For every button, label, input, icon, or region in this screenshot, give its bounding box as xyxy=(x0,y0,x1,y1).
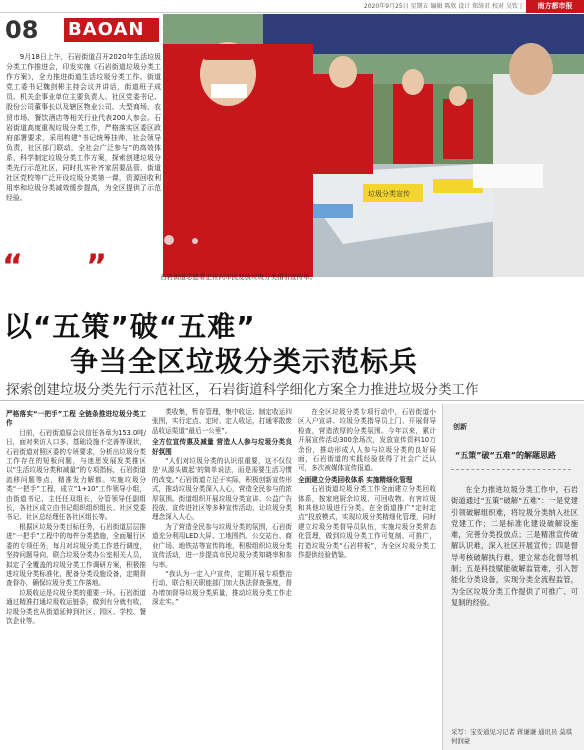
decor-dot xyxy=(192,238,198,244)
quote-mark-left: “ xyxy=(2,247,24,285)
paragraph: 根据区垃圾分类目标任务，石岩街道层层推进“一把手”工程中的每件分类措施，全面履行区委的专项任务，每月对垃圾分类工作进行调度，坚持问题导向，联合垃圾分类办公室相关人员，拟定了全覆盖的垃圾分类工作调研方案，积极推进垃圾分类标准化，配备分类设施设备，定期督查督办，确保垃圾分类工作落地。 xyxy=(6,522,146,588)
photo-caption: 石岩街道志愿者正在向市民发放垃圾分类指引宣传单。 xyxy=(160,273,316,281)
page-number: 08 xyxy=(5,16,39,44)
divider xyxy=(0,400,584,401)
paragraph: “人们对垃圾分类的认识很重要，这不仅仅是‘从源头做起’的简单说法，而是需要生活习惯的改变。”石岩街道立足于实际，积极创新宣传形式，推动垃圾分类深入人心，营造全民参与的浓厚氛围。街道组织开展垃圾分类宣讲、公益广告投放、宣传进社区等多种宣传活动，让垃圾分类理念深入人心。 xyxy=(152,457,292,522)
article-column-3 xyxy=(298,408,436,561)
photo-illustration xyxy=(163,14,584,277)
column-heading: 全方位宣传惠及减量 营造人人参与垃圾分类良好氛围 xyxy=(152,438,292,456)
decor-dot xyxy=(164,235,174,245)
sidebar-divider xyxy=(451,469,571,470)
svg-text:垃圾分类宣传: 垃圾分类宣传 xyxy=(368,190,410,198)
paragraph: “我认为一定入户宣传，定期开展专项整治行动，联合相关职能部门加大执法督查强度，督办增加督导垃圾分类质量，推动垃圾分类工作走深走实。” xyxy=(152,569,292,607)
paragraph: 垃圾收运是垃圾分类的重要一环。石岩街道通过精准打通垃圾收运链条，做到有分就有收，垃圾分类也从街道延伸到社区、园区、学校、餐饮企业等。 xyxy=(6,588,146,625)
paragraph: 在全区垃圾分类专项行动中，石岩街道小区入户宣讲、垃圾分类指导员上门、开展督导检查，营造浓厚的分类氛围。今年以来，累计开展宣传活动300余场次，发放宣传资料10万余份，推动形成人人参与垃圾分类的良好局面，石岩街道的实践经验获得了社会广泛认可，多次被媒体宣传报道。 xyxy=(298,408,436,473)
sidebar-title: “五策”破“五难”的解题思路 xyxy=(455,451,557,460)
brand-badge: 南方都市报 xyxy=(526,0,584,13)
section-name: BAOAN xyxy=(68,19,145,40)
paragraph: 类收集，暂存管理，集中收运；制定收运四张图，实行定点、定时、定人收运，打通零散废品收运渠道“最后一公里”。 xyxy=(152,408,292,435)
headline-subtitle: 探索创建垃圾分类先行示范社区，石岩街道科学细化方案全力推进垃圾分类工作 xyxy=(6,382,479,398)
headline-line1: 以“五策”破“五难” xyxy=(4,310,256,343)
news-photo xyxy=(163,14,584,277)
lead-paragraph: 9月18日上午，石岩街道召开2020年生活垃圾分类工作推进会，印发实施《石岩街道垃圾分类工作方案》，全力推进街道生活垃圾分类工作。街道党工委书记魏剑彬主持会议并讲话，街道班子成员、机关企事业单位主要负责人、社区党委书记、股份公司董事长以及辖区物业公司、大型商场、农贸市场、餐饮酒店等相关行业代表200人参会。石岩街道高度重视垃圾分类工作，严格落实区委区政府部署要求，采用构建“书记统筹挂帅，社会领导负责，社区部门联动，全社会广泛参与”的高效体系，科学制定垃圾分类工作方案，探索创建垃圾分类先行示范社区，同时扎实补齐家居要品管、街道社区党校等广泛开设垃圾分类第一课，资源回收利用率和垃圾分类减效缓步提高，为全区提供了示范经验。 xyxy=(6,53,161,203)
headline-line2: 争当全区垃圾分类示范标兵 xyxy=(70,345,419,378)
article-column-2 xyxy=(152,408,292,608)
page-header xyxy=(0,0,584,13)
paragraph: 目前，石岩街道原会议信任各章为153.0吨/日，面对来访人口多、基础设施不完善等现状，石岩街道对照区委的专班要求，分析出垃圾分类工作存在的短板问题，与迷思发展发类推区以“生活垃圾分类和减量”的专项指标，石岩街道流移问题等点，精准发力解都。实施垃圾分类“一把手”工程，成立“1+10”工作领导小组，由街道书记、主任任双组长，分管领导任副组长，各社区成立由书记组织组织组长、社区党委书记、社区总经理任各社区组长等。 xyxy=(6,428,146,522)
sidebar-box xyxy=(442,404,584,750)
byline: 采写：宝安通见习记者 蒋谦谦 通讯员 莫琪 何润豪 xyxy=(451,728,573,745)
sidebar-section-label: 创新 xyxy=(453,423,467,431)
paragraph: 石岩街道垃圾分类工作全面建立分类回收体系，按家庭厨余垃圾、可回收物、有害垃圾和其他垃圾进行分类。在全街道推广“定时定点”投放模式，实现垃圾分类精细化管理，同时建立垃圾分类督导员队伍，实施垃圾分类常态化管理，做到垃圾分类工作可复制、可推广，打造垃圾分类“石岩样板”，为全区垃圾分类工作提供经验借鉴。 xyxy=(298,485,436,560)
article-column-1 xyxy=(6,408,146,626)
paragraph: 为了营造全民参与垃圾分类的氛围，石岩街道充分利用LED大屏、工地围挡、公交站台、商业广场、地铁站等宣传阵地，积极组织垃圾分类宣传活动，进一步提高市民垃圾分类知晓率和参与率。 xyxy=(152,522,292,569)
column-heading: 严格落实“一把手”工程 全链条推进垃圾分类工作 xyxy=(6,410,146,428)
issue-meta: 2020年9月25日 星期五 编辑 陈欣 设计 郑绮君 校对 吴钦丁 xyxy=(363,3,524,10)
sidebar-text: 在全力推进垃圾分类工作中，石岩街道通过“五策”破解“五难”：一是党建引领破解组织难，将垃圾分类纳入社区党建工作；二是标准化建设破解设施难，完善分类投放点；三是精准宣传破解认识难，深入社区开展宣传；四是督导考核破解执行难，建立常态化督导机制；五是科技赋能破解监管难，引入智能化分类设备，实现分类全流程监管，为全区垃圾分类工作提供了可推广、可复制的经验。 xyxy=(451,485,578,607)
column-heading: 全面建立分类回收体系 实施精细化管理 xyxy=(298,475,413,484)
quote-mark-right: ” xyxy=(86,247,108,285)
